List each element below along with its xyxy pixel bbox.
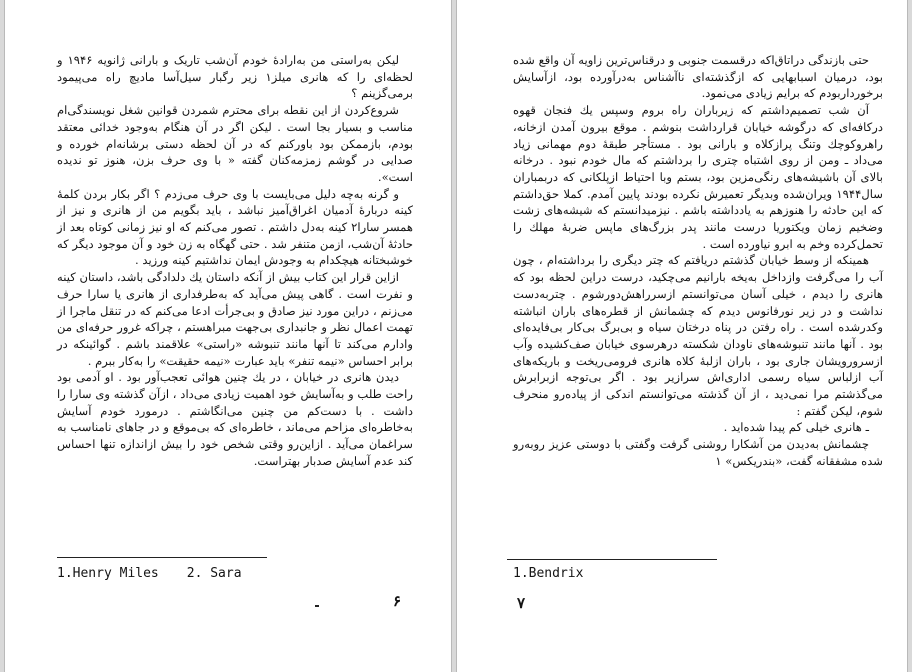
footnote: 2. Sara xyxy=(186,566,242,581)
page-number: ۶ xyxy=(393,592,402,610)
footnotes xyxy=(513,566,583,581)
paragraph: چشمانش به‌دیدن من آشکارا روشنی گرفت وگفتی با دوستی عزیز روبه‌رو شده مشفقانه گفت، «بندریکس» ۱ xyxy=(513,437,883,468)
footnote: 1.Henry Miles xyxy=(57,566,159,581)
footnote-divider xyxy=(57,557,267,558)
paragraph: دیدن هانری در خیابان ، در یك چنین هوائی تعجب‌آور بود . او آدمی بود راحت طلب و به‌آسایش خود اهمیت زیادی می‌داد ، ازآن گذشته وی سارا را داشت . با دست‌کم من چنین می‌انگاشتم . درمورد خودم آسایش به‌خاطره‌ای مزاحم می‌ماند ، خاطره‌ای که بی‌موقع و در جاهای نامناسب به سراغمان می‌آید . ازاین‌رو وقتی شخص خود را بیش ازاندازه تنها احساس کند عدم آسایش صدبار بهتراست. xyxy=(57,370,413,468)
paragraph: لیکن به‌راستی من به‌ارادهٔ خودم آن‌شب تاریک و بارانی ژانویه ۱۹۴۶ و لحظه‌ای را که هانری میلز۱ زیر رگبار سیل‌آسا مادیچ راه می‌پیمود برمی‌گزینم ؟ xyxy=(57,53,413,101)
footnote-divider xyxy=(507,559,717,560)
page-number: ۷ xyxy=(517,594,526,612)
paragraph: و گرنه به‌چه دلیل می‌بایست با وی حرف می‌زدم ؟ اگر بکار بردن کلمهٔ کینه دربارهٔ آدمیان اغراق‌آمیز نباشد ، باید بگویم من از هانری و نیز از همسر سارا۲ کینه به‌دل داشتم . تصور می‌کنم که او نیز زمانی کوتاه بعد از حادثهٔ آن‌شب، ازمن متنفر شد . حتی گهگاه به زن خود و آن موجود دیگر که خوشبختانه هیچکدام به وجودش ایمان نداشتیم کینه ورزید . xyxy=(57,186,413,268)
paragraph: ـ هانری خیلی کم پیدا شده‌اید . xyxy=(723,420,869,435)
paragraph: آن شب تصمیم‌داشتم که زیرباران راه بروم وسپس یك فنجان قهوه درکافه‌ای که درگوشه خیابان قرارداشت بنوشم . موقع بیرون آمدن ازخانه، راهروکوچك وتنگ پرازکلاه و بارانی بود . مستأجر طبقهٔ دوم مهمانی زیاد می‌داد ـ ومن از روی اشتباه چتری را برداشتم که مال خودم نبود . درخانه بالای آن باشیشه‌های رنگی‌مزین بود، بستم وبا احتیاط ازپلکانی که دربمباران سال۱۹۴۴ ویران‌شده وبدیگر تعمیرش نکرده بودند پایین آمدم. کملا حق‌داشتم که این حادثه را هنوزهم به یادداشته باشم . نیزمیدانستم که شیشه‌های زشت وضخیم زمان ویکتوریا درست مانند پدر بزرگ‌های ماپس ضربهٔ مهلك را تحمل‌کرده وخم به ابرو نیاورده است . xyxy=(513,103,883,251)
footnotes xyxy=(57,566,242,581)
paragraph: ازاین قرار این کتاب بیش از آنکه داستان یك دلدادگی باشد، داستان کینه و نفرت است . گاهی پیش می‌آید که به‌طرفداری از هانری یا سارا حرف می‌زنم ، دراین مورد نیز صادق و بی‌جرأت ادعا می‌کنم که در تنقل ماجرا از تهمت اعمال نظر و جانبداری بی‌جهت مبراهستم ، چراکه غرور حرفه‌ای من وادارم می‌کند تا آنها مانند تنبوشه «راستی» علاقمند باشم . گوائینکه در برابر احساس «نیمه تنفر» باید عبارت «نیمه حقیقت» را به‌کار ببرم . xyxy=(57,270,413,368)
paragraph: شروع‌کردن از این نقطه برای محترم شمردن قوانین شغل نویسندگی‌ام مناسب و بسیار بجا است . لیکن اگر در آن هنگام به‌وجود خدائی معتقد بودم، بازممکن بود باورکنم که در آن لحظه دستی برشانه‌ام خورده و صدایی در گوشم زمزمه‌کنان گفته « با وی حرف بزن، هنوز تو ندیده است». xyxy=(57,103,413,184)
left-page xyxy=(4,0,452,672)
print-speck xyxy=(315,605,319,607)
paragraph: حتی بازندگی دراتاق‌اکه درقسمت جنوبی و درقناس‌ترین زاویه آن واقع شده بود، درمیان اسبابهایی که ازگذشته‌ای ناآشناس به‌درآورده بود، ازآسایش برخورداربودم که برایم زیادی می‌نمود. xyxy=(513,53,883,101)
paragraph: همینکه از وسط خیابان گذشتم دریافتم که چتر دیگری را برداشته‌ام ، چون آب را می‌گرفت وازداخل به‌یخه بارانیم می‌چکید، درست دراین لحظه بود که هانری را دیدم ، خیلی آسان می‌توانستم ازسرراهش‌دورشوم . چتربه‌دست نداشت و در زیر نورفانوس دیدم که چشمانش از قطره‌های باران انباشته وکدرشده است . راه رفتن در پناه درختان سیاه و بی‌برگ بی‌کار بی‌فایده‌ای بود . آنها مانند تنبوشه‌های ناودان شکسته درهرسوی خیابان صف‌کشیده وآب ازسرورویشان جاری بود ، باران ازلبهٔ کلاه هانری فرومی‌ریخت و باریکه‌های آب ازلباس سیاه رسمی اداری‌اش سرازیر بود . اگر بی‌توجه ازبرابرش می‌گذشتم مرا نمی‌دید ، از آن گذشته می‌توانستم اندکی از پیاده‌رو منحرف شوم، لیکن گفتم : xyxy=(513,253,883,418)
left-page-text xyxy=(57,52,413,470)
footnote: 1.Bendrix xyxy=(513,566,584,581)
right-page xyxy=(456,0,908,672)
right-page-text xyxy=(513,52,883,470)
